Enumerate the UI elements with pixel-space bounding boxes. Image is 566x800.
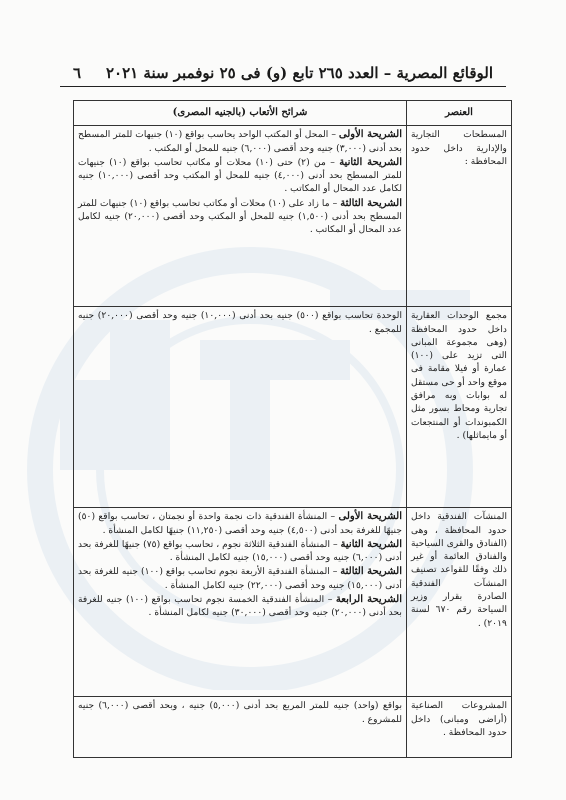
table-header-row [74, 101, 512, 126]
table-row [74, 126, 512, 307]
fees-cell [74, 697, 407, 758]
tier-text: – ما زاد على (١٠) محلات أو مكاتب تحاسب بواقع (١٠) جنيهات للمتر المسطح بحد أدنى (١,٥٠٠) جنيه للمحل أو المكتب وحد أقصى (٢٠,٠٠٠) جنيه لكامل عدد المحال أو المكاتب . [78, 197, 402, 236]
running-title: الوقائع المصرية – العدد ٢٦٥ تابع (و) فى ٢٥ نوفمبر سنة ٢٠٢١ [105, 64, 493, 82]
tier-name: الشريحة الرابعة [335, 594, 402, 606]
fees-cell [74, 508, 407, 697]
table-row [74, 697, 512, 758]
tier-block [78, 197, 402, 237]
tier-name: الشريحة الأولى [338, 129, 402, 141]
table-row [74, 508, 512, 697]
fees-cell [74, 126, 407, 307]
page-header [73, 62, 493, 84]
tier-block [78, 538, 402, 565]
element-cell [407, 307, 512, 508]
tier-name: الشريحة الثانية [339, 156, 402, 168]
header-divider [60, 86, 506, 87]
element-cell [407, 508, 512, 697]
tier-block [78, 565, 402, 592]
fees-table [73, 100, 512, 758]
table-row [74, 307, 512, 508]
tier-block [78, 510, 402, 537]
element-cell [407, 697, 512, 758]
tier-text: – المنشأة الفندقية الثلاثة نجوم ، تحاسب بواقع (٧٥) جنيهًا للغرفة بحد أدنى (٦,٠٠٠) جنيه وحد أقصى (١٥,٠٠٠) جنيه لكامل المنشأة . [78, 538, 402, 564]
tier-block [78, 128, 402, 155]
tier-name: الشريحة الثالثة [340, 566, 402, 578]
tier-text: – المنشأة الفندقية ذات نجمة واحدة أو نجمتان ، تحاسب بواقع (٥٠) جنيهًا للغرفة بحد أدنى (٤,٥٠٠) جنيه وحد أقصى (١١,٢٥٠) جنيهًا لكامل المنشأة . [78, 511, 402, 536]
tier-text: – من (٢) حتى (١٠) محلات أو مكاتب تحاسب بواقع (١٠) جنيهات للمتر المسطح بحد أدنى (٤,٠٠٠) جنيه للمحل أو المكتب وحد أقصى (١٠,٠٠٠) جنيه لكامل عدد المحال أو المكاتب . [78, 156, 402, 195]
column-header-fees: شرائح الأتعاب (بالجنيه المصرى) [74, 101, 407, 126]
tier-name: الشريحة الثانية [340, 538, 402, 550]
element-text: المنشآت الفندقية داخل حدود المحافظة ، وهى (الفنادق والقرى السياحية والفنادق العائمة أو غير ذلك وفقًا للقواعد تصنيف المنشآت الفندقية الصادرة بقرار وزير السياحة رقم ٦٧٠ لسنة ٢٠١٩) . [411, 511, 507, 629]
tier-text: – المحل أو المكتب الواحد يحاسب بواقع (١٠) جنيهات للمتر المسطح بحد أدنى (٣,٠٠٠) جنيه وحد أقصى (٦,٠٠٠) جنيه للمحل أو المكتب . [78, 129, 402, 154]
element-text: المسطحات التجارية والإدارية داخل حدود المحافظة : [411, 129, 507, 167]
tier-text: – المنشأة الفندقية الأربعة نجوم تحاسب بواقع (١٠٠) جنيه للغرفة بحد أدنى (١٥,٠٠٠) جنيه وحد أقصى (٢٢,٠٠٠) جنيه لكامل المنشأة . [78, 566, 402, 591]
fees-text: بواقع (واحد) جنيه للمتر المربع بحد أدنى (٥,٠٠٠) جنيه ، وبحد أقصى (٦,٠٠٠) جنيه للمشروع . [78, 700, 402, 725]
column-header-element: العنصر [407, 101, 512, 126]
element-cell [407, 126, 512, 307]
element-text: مجمع الوحدات العقارية داخل حدود المحافظة (وهى مجموعة المبانى التى تزيد على (١٠٠) عمارة أو فيلا مقامة فى موقع واحد أو حى مستقل له بوابات وبه مرافق تجارية ومحاط بسور مثل الكمبوندات أو المنتجعات أو مايماثلها) . [411, 310, 507, 441]
tier-block [78, 156, 402, 196]
fees-cell [74, 307, 407, 508]
tier-name: الشريحة الثالثة [340, 197, 403, 209]
page-number: ٦ [73, 64, 82, 82]
fees-text: الوحدة تحاسب بواقع (٥٠٠) جنيه بحد أدنى (١٠,٠٠٠) جنيه وحد أقصى (٢٠,٠٠٠) جنيه للمجمع . [78, 310, 403, 335]
tier-text: – المنشأة الفندقية الخمسة نجوم تحاسب بواقع (١٠٠) جنيه للغرفة بحد أدنى (٢٠,٠٠٠) جنيه وحد أقصى (٣٠,٠٠٠) جنيه لكامل المنشأة . [78, 594, 402, 619]
tier-name: الشريحة الأولى [338, 511, 402, 523]
element-text: المشروعات الصناعية (أراضى ومبانى) داخل حدود المحافظة . [411, 700, 507, 738]
tier-block [78, 593, 402, 620]
